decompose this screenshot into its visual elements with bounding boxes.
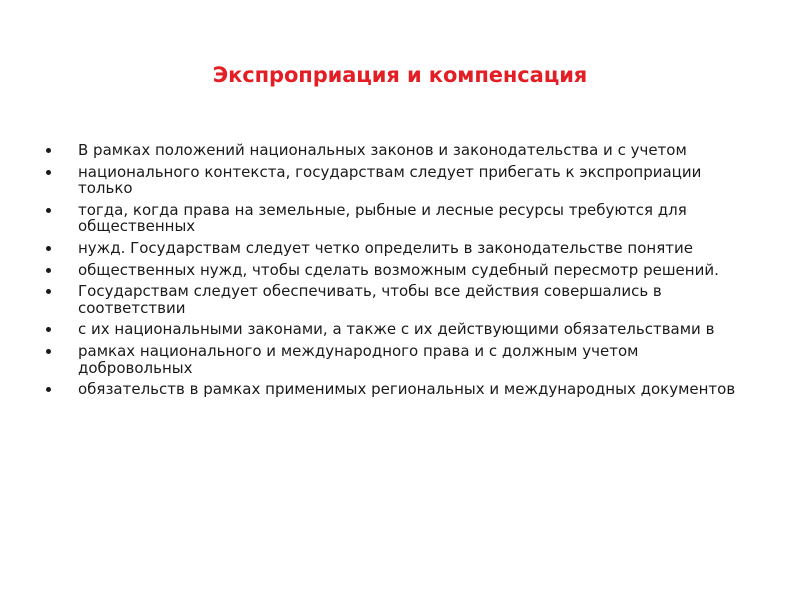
bullet-item bbox=[46, 283, 746, 316]
slide-title: Экспроприация и компенсация bbox=[212, 63, 588, 87]
bullet-item bbox=[46, 343, 746, 376]
bullet-icon bbox=[46, 289, 51, 294]
bullet-text: рамках национального и международного права и с должным учетом добровольных bbox=[78, 341, 639, 377]
bullet-icon bbox=[46, 268, 51, 273]
bullet-item bbox=[46, 202, 746, 235]
bullet-icon bbox=[46, 208, 51, 213]
bullet-text: общественных нужд, чтобы сделать возможным судебный пересмотр решений. bbox=[78, 260, 719, 279]
bullet-item bbox=[46, 164, 746, 197]
bullet-icon bbox=[46, 148, 51, 153]
bullet-text: национального контекста, государствам следует прибегать к экспроприации только bbox=[78, 162, 702, 198]
bullet-item bbox=[46, 240, 746, 257]
bullet-text: с их национальными законами, а также с их действующими обязательствами в bbox=[78, 320, 715, 339]
bullet-icon bbox=[46, 349, 51, 354]
bullet-list bbox=[46, 142, 746, 403]
bullet-text: тогда, когда права на земельные, рыбные и лесные ресурсы требуются для общественных bbox=[78, 200, 687, 236]
bullet-text: обязательств в рамках применимых региональных и международных документов bbox=[78, 380, 736, 399]
bullet-item bbox=[46, 142, 746, 159]
bullet-text: В рамках положений национальных законов и законодательства и с учетом bbox=[78, 141, 687, 159]
bullet-icon bbox=[46, 246, 51, 251]
bullet-item bbox=[46, 321, 746, 338]
bullet-text: Государствам следует обеспечивать, чтобы все действия совершались в соответствии bbox=[78, 282, 662, 317]
bullet-icon bbox=[46, 387, 51, 392]
bullet-text: нужд. Государствам следует четко определить в законодательстве понятие bbox=[78, 238, 693, 257]
bullet-item bbox=[46, 262, 746, 279]
bullet-icon bbox=[46, 327, 51, 332]
bullet-item bbox=[46, 381, 746, 398]
bullet-icon bbox=[46, 170, 51, 175]
